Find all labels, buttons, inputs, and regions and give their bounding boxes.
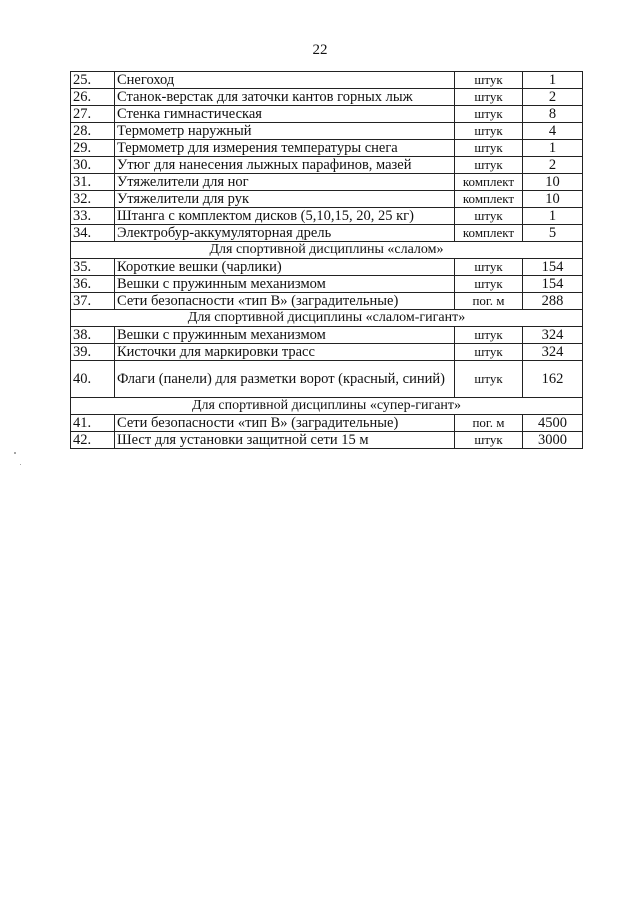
- item-quantity: 162: [523, 361, 583, 398]
- table-row: [71, 344, 583, 361]
- table-row: [71, 174, 583, 191]
- equipment-table: [70, 71, 583, 449]
- section-title: Для спортивной дисциплины «супер-гигант»: [71, 398, 583, 415]
- row-number: 39.: [71, 344, 115, 361]
- item-name: Сети безопасности «тип В» (заградительные): [115, 415, 455, 432]
- item-name: Термометр для измерения температуры снега: [115, 140, 455, 157]
- item-quantity: 10: [523, 174, 583, 191]
- row-number: 28.: [71, 123, 115, 140]
- item-quantity: 154: [523, 259, 583, 276]
- item-name: Утяжелители для рук: [115, 191, 455, 208]
- item-quantity: 1: [523, 208, 583, 225]
- item-unit: штук: [455, 123, 523, 140]
- item-name: Флаги (панели) для разметки ворот (красный, синий): [115, 361, 455, 398]
- item-name: Шест для установки защитной сети 15 м: [115, 432, 455, 449]
- item-name: Кисточки для маркировки трасс: [115, 344, 455, 361]
- section-header-row: [71, 310, 583, 327]
- table-row: [71, 361, 583, 398]
- item-unit: штук: [455, 140, 523, 157]
- item-quantity: 8: [523, 106, 583, 123]
- item-name: Короткие вешки (чарлики): [115, 259, 455, 276]
- item-name: Утяжелители для ног: [115, 174, 455, 191]
- item-unit: комплект: [455, 225, 523, 242]
- row-number: 25.: [71, 72, 115, 89]
- table-row: [71, 259, 583, 276]
- item-quantity: 2: [523, 89, 583, 106]
- section-title: Для спортивной дисциплины «слалом-гигант»: [71, 310, 583, 327]
- item-quantity: 288: [523, 293, 583, 310]
- item-name: Вешки с пружинным механизмом: [115, 276, 455, 293]
- row-number: 29.: [71, 140, 115, 157]
- item-quantity: 324: [523, 344, 583, 361]
- item-unit: штук: [455, 361, 523, 398]
- item-unit: комплект: [455, 174, 523, 191]
- row-number: 27.: [71, 106, 115, 123]
- item-unit: штук: [455, 276, 523, 293]
- item-quantity: 154: [523, 276, 583, 293]
- table-row: [71, 191, 583, 208]
- section-header-row: [71, 242, 583, 259]
- row-number: 35.: [71, 259, 115, 276]
- row-number: 37.: [71, 293, 115, 310]
- item-quantity: 2: [523, 157, 583, 174]
- row-number: 38.: [71, 327, 115, 344]
- row-number: 32.: [71, 191, 115, 208]
- page-number: 22: [312, 42, 328, 58]
- item-unit: штук: [455, 89, 523, 106]
- equipment-table-body: [71, 72, 583, 449]
- table-row: [71, 225, 583, 242]
- item-name: Сети безопасности «тип В» (заградительные): [115, 293, 455, 310]
- table-row: [71, 72, 583, 89]
- item-quantity: 10: [523, 191, 583, 208]
- item-name: Снегоход: [115, 72, 455, 89]
- item-name: Вешки с пружинным механизмом: [115, 327, 455, 344]
- row-number: 34.: [71, 225, 115, 242]
- item-unit: штук: [455, 106, 523, 123]
- table-row: [71, 432, 583, 449]
- section-title: Для спортивной дисциплины «слалом»: [71, 242, 583, 259]
- row-number: 31.: [71, 174, 115, 191]
- item-name: Электробур-аккумуляторная дрель: [115, 225, 455, 242]
- item-unit: штук: [455, 327, 523, 344]
- row-number: 26.: [71, 89, 115, 106]
- item-name: Утюг для нанесения лыжных парафинов, мазей: [115, 157, 455, 174]
- table-row: [71, 415, 583, 432]
- item-quantity: 3000: [523, 432, 583, 449]
- row-number: 30.: [71, 157, 115, 174]
- table-row: [71, 106, 583, 123]
- item-unit: штук: [455, 72, 523, 89]
- item-unit: штук: [455, 432, 523, 449]
- table-row: [71, 276, 583, 293]
- table-row: [71, 327, 583, 344]
- item-quantity: 5: [523, 225, 583, 242]
- item-quantity: 1: [523, 72, 583, 89]
- item-quantity: 324: [523, 327, 583, 344]
- section-header-row: [71, 398, 583, 415]
- item-quantity: 4500: [523, 415, 583, 432]
- scan-speck: [14, 452, 16, 454]
- table-row: [71, 208, 583, 225]
- row-number: 42.: [71, 432, 115, 449]
- table-row: [71, 123, 583, 140]
- row-number: 36.: [71, 276, 115, 293]
- item-name: Станок-верстак для заточки кантов горных лыж: [115, 89, 455, 106]
- item-unit: комплект: [455, 191, 523, 208]
- table-row: [71, 293, 583, 310]
- item-name: Термометр наружный: [115, 123, 455, 140]
- item-unit: пог. м: [455, 415, 523, 432]
- table-row: [71, 157, 583, 174]
- item-unit: пог. м: [455, 293, 523, 310]
- scan-speck: [20, 464, 21, 465]
- row-number: 41.: [71, 415, 115, 432]
- item-unit: штук: [455, 344, 523, 361]
- item-unit: штук: [455, 157, 523, 174]
- item-quantity: 1: [523, 140, 583, 157]
- table-row: [71, 140, 583, 157]
- table-row: [71, 89, 583, 106]
- item-unit: штук: [455, 208, 523, 225]
- item-quantity: 4: [523, 123, 583, 140]
- item-name: Стенка гимнастическая: [115, 106, 455, 123]
- item-name: Штанга с комплектом дисков (5,10,15, 20, 25 кг): [115, 208, 455, 225]
- row-number: 40.: [71, 361, 115, 398]
- item-unit: штук: [455, 259, 523, 276]
- row-number: 33.: [71, 208, 115, 225]
